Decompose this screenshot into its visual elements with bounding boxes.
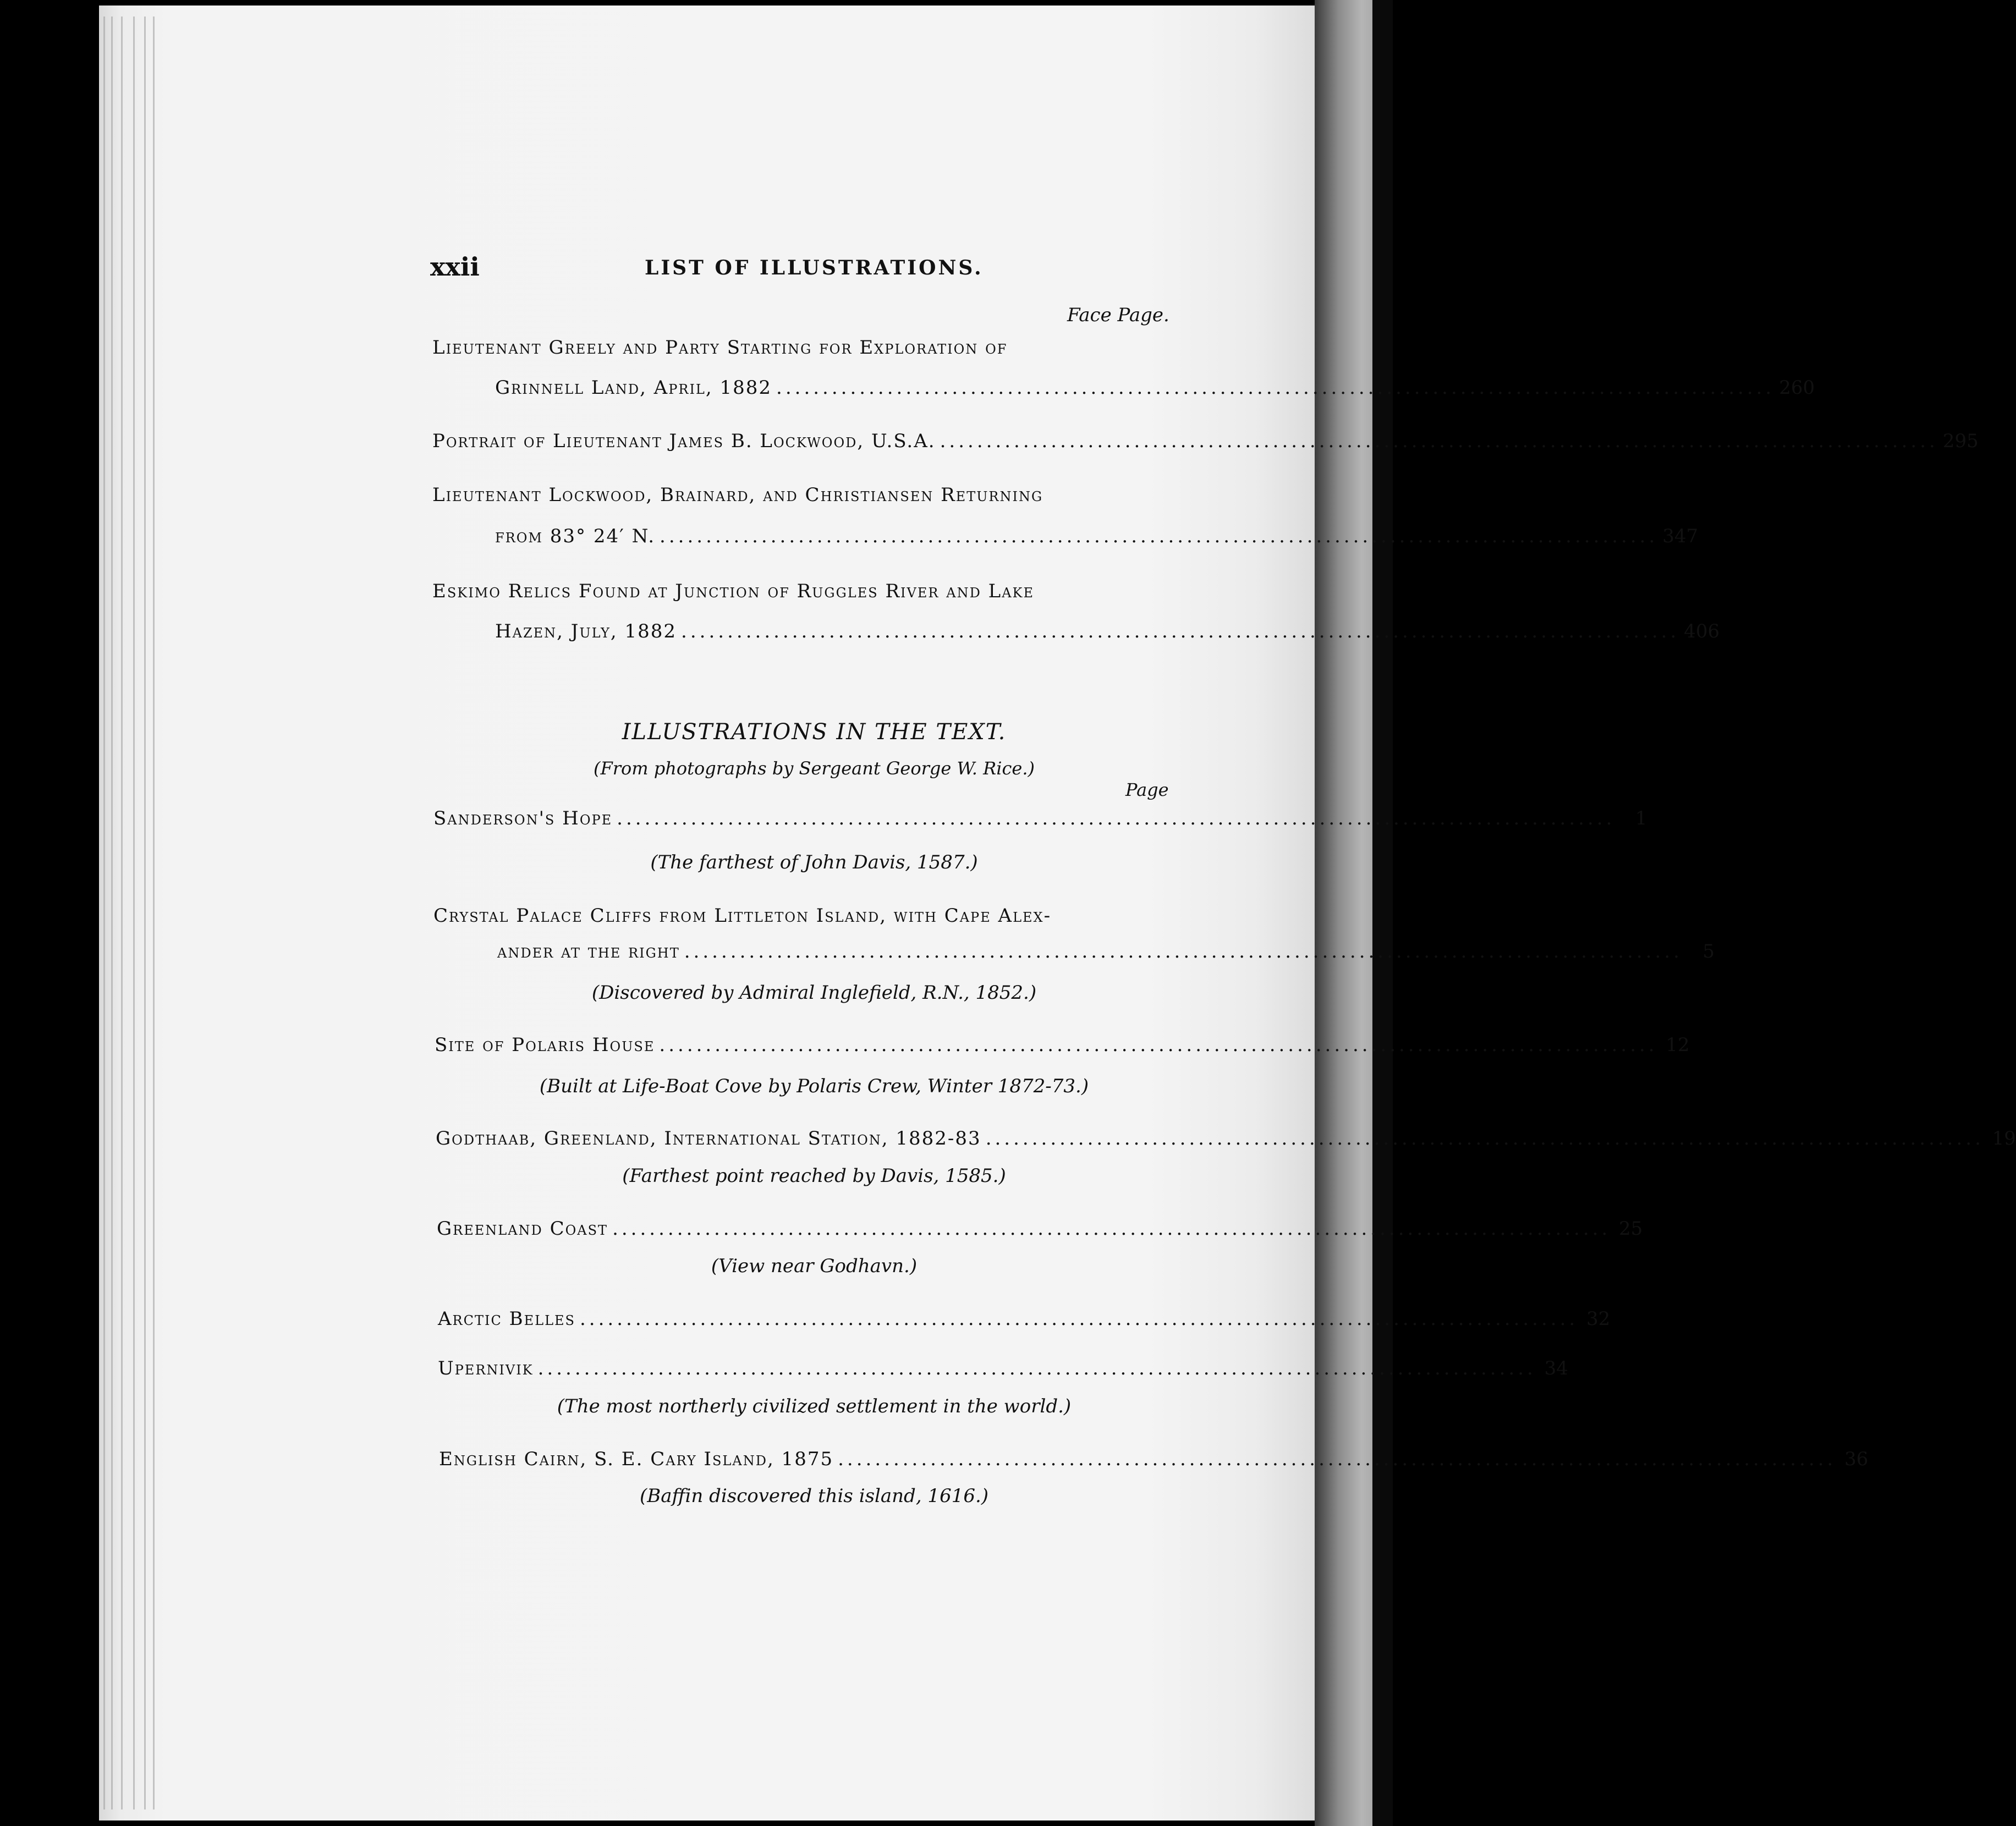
dot-leader: ............................................................................................................ xyxy=(580,1308,1579,1330)
text-illus-8-page: 36 xyxy=(1844,1448,1869,1470)
text-illus-5-title: Greenland Coast xyxy=(437,1218,608,1240)
plate-4-entry xyxy=(495,620,1720,642)
text-illus-2-title-cont: ander at the right xyxy=(497,941,680,963)
dot-leader: ............................................................................................................ xyxy=(537,1357,1536,1379)
dot-leader: ............................................................................................................ xyxy=(681,620,1680,642)
dot-leader: ............................................................................................................ xyxy=(617,807,1616,829)
plate-1-page: 260 xyxy=(1779,377,1815,399)
text-illus-4-note: (Farthest point reached by Davis, 1585.) xyxy=(622,1165,1006,1187)
text-illus-4-page: 19 xyxy=(1992,1128,2016,1150)
page-edge xyxy=(153,16,155,1810)
text-illus-3-entry xyxy=(435,1034,1690,1056)
plate-1-entry xyxy=(495,377,1815,399)
plate-1-title-cont: Grinnell Land, April, 1882 xyxy=(495,377,772,399)
plate-4-title-cont: Hazen, July, 1882 xyxy=(495,620,677,642)
scan-border xyxy=(1372,0,1393,1826)
text-illus-8-entry xyxy=(439,1448,1869,1470)
dot-leader: ............................................................................................................ xyxy=(660,525,1658,547)
text-illus-2-note: (Discovered by Admiral Inglefield, R.N., 1852.) xyxy=(591,982,1037,1004)
text-illus-7-page: 34 xyxy=(1544,1357,1568,1379)
page-edge xyxy=(103,16,105,1810)
plate-4-page: 406 xyxy=(1684,620,1720,642)
text-illus-7-note: (The most northerly civilized settlement in the world.) xyxy=(557,1395,1072,1417)
text-illus-4-entry xyxy=(436,1128,2016,1150)
text-illus-2-page: 5 xyxy=(1702,941,1715,963)
text-illus-3-note: (Built at Life-Boat Cove by Polaris Crew, Winter 1872-73.) xyxy=(539,1075,1089,1097)
text-illus-2-title: Crystal Palace Cliffs from Littleton Island, with Cape Alex- xyxy=(433,905,1052,927)
text-illus-3-page: 12 xyxy=(1666,1034,1690,1056)
text-illus-6-page: 32 xyxy=(1586,1308,1611,1330)
page-number: xxii xyxy=(430,252,480,282)
text-illus-8-title: English Cairn, S. E. Cary Island, 1875 xyxy=(439,1448,834,1470)
page-edge xyxy=(144,16,146,1810)
dot-leader: ............................................................................................................ xyxy=(985,1128,1984,1150)
text-illus-4-title: Godthaab, Greenland, International Station, 1882-83 xyxy=(436,1128,981,1150)
plate-3-page: 347 xyxy=(1662,525,1699,547)
text-illus-5-note: (View near Godhavn.) xyxy=(711,1255,918,1277)
section-subheading: (From photographs by Sergeant George W. Rice.) xyxy=(594,758,1035,779)
dot-leader: ............................................................................................................ xyxy=(612,1218,1611,1240)
text-illus-1-note: (The farthest of John Davis, 1587.) xyxy=(650,851,978,873)
page-title: LIST OF ILLUSTRATIONS. xyxy=(645,256,984,279)
page-edge xyxy=(121,16,123,1810)
dot-leader: ............................................................................................................ xyxy=(838,1448,1837,1470)
dot-leader: ............................................................................................................ xyxy=(684,941,1683,963)
section-heading: ILLUSTRATIONS IN THE TEXT. xyxy=(622,719,1007,745)
text-illus-1-page: 1 xyxy=(1635,807,1647,829)
plate-3-title-cont: from 83° 24′ N. xyxy=(495,525,656,547)
dot-leader: ............................................................................................................ xyxy=(940,430,1938,452)
text-illus-7-entry xyxy=(438,1357,1568,1379)
dot-leader: ............................................................................................................ xyxy=(659,1034,1658,1056)
text-illus-3-title: Site of Polaris House xyxy=(435,1034,655,1056)
page-edge xyxy=(111,16,113,1810)
plate-3-entry xyxy=(495,525,1699,547)
dot-leader: ............................................................................................................ xyxy=(776,377,1775,399)
plate-2-entry xyxy=(432,430,1979,452)
page-column-label: Page xyxy=(1125,779,1169,800)
plate-1-title: Lieutenant Greely and Party Starting for Exploration of xyxy=(432,337,1008,359)
text-illus-1-entry xyxy=(433,807,1647,829)
text-illus-8-note: (Baffin discovered this island, 1616.) xyxy=(639,1485,989,1507)
text-illus-6-title: Arctic Belles xyxy=(438,1308,575,1330)
face-page-label: Face Page. xyxy=(1067,304,1169,326)
text-illus-6-entry xyxy=(438,1308,1611,1330)
text-illus-1-title: Sanderson's Hope xyxy=(433,807,613,829)
text-illus-5-entry xyxy=(437,1218,1643,1240)
page-edge xyxy=(133,16,135,1810)
plate-2-title: Portrait of Lieutenant James B. Lockwood, U.S.A. xyxy=(432,430,936,452)
plate-4-title: Eskimo Relics Found at Junction of Ruggles River and Lake xyxy=(432,580,1035,602)
text-illus-7-title: Upernivik xyxy=(438,1357,534,1379)
plate-3-title: Lieutenant Lockwood, Brainard, and Christiansen Returning xyxy=(432,484,1043,506)
text-illus-5-page: 25 xyxy=(1619,1218,1643,1240)
text-illus-2-entry xyxy=(497,941,1715,963)
plate-2-page: 295 xyxy=(1942,430,1979,452)
